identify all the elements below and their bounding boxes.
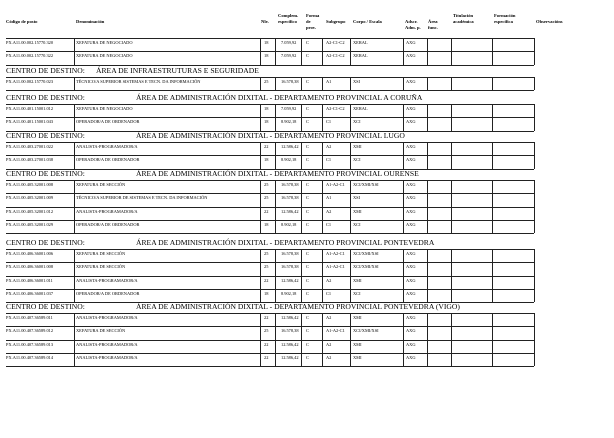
cell-denom: XEFATURA DE NEGOCIADO <box>76 106 133 111</box>
cell-denom: ANALISTA-PROGRAMADOR/A <box>76 277 138 283</box>
table-row <box>0 249 614 258</box>
cell-sub: A1-A2-C1 <box>326 251 345 256</box>
cell-sub: A2 <box>326 208 332 214</box>
cell-sub: A2 <box>326 341 332 347</box>
table-row <box>0 220 614 229</box>
cell-forma: C <box>306 119 309 125</box>
cell-nivel: 25 <box>264 182 269 187</box>
table-row <box>0 289 614 298</box>
cell-comp: 16.578,38 <box>281 182 299 187</box>
section-label: CENTRO DE DESTINO: <box>6 66 85 75</box>
cell-sub: A2 <box>326 144 332 149</box>
cell-sub: A1-A2-C1 <box>326 328 345 334</box>
cell-denom: TÉCNICO/A SUPERIOR SISTEMAS E TECN. DA INFORMACIÓN <box>76 79 201 84</box>
cell-sub: A2-C1-C2 <box>326 106 345 111</box>
cell-nivel: 22 <box>264 208 269 214</box>
cell-code: PX.A11.00.401.15001.012 <box>6 106 54 111</box>
table-row <box>0 353 614 362</box>
cell-comp: 8.902,18 <box>281 221 297 227</box>
cell-forma: C <box>306 195 309 201</box>
cell-adscr: AXG <box>406 53 416 59</box>
cell-forma: C <box>306 157 309 163</box>
cell-sub: C1 <box>326 157 332 163</box>
cell-comp: 12.586,42 <box>281 277 299 283</box>
cell-adscr: AXG <box>406 221 416 227</box>
section-label: CENTRO DE DESTINO: <box>6 169 85 178</box>
cell-adscr: AXG <box>406 79 416 84</box>
table-row <box>0 276 614 285</box>
section-heading <box>6 302 460 311</box>
cell-sub: A2 <box>326 277 332 283</box>
cell-forma: C <box>306 354 309 360</box>
header-complemento-2: específico <box>278 19 297 24</box>
cell-forma: C <box>306 328 309 334</box>
cell-comp: 8.902,18 <box>281 157 297 163</box>
cell-nivel: 22 <box>264 277 269 283</box>
cell-forma: C <box>306 182 309 187</box>
cell-code: PX.A11.00.401.15001.043 <box>6 119 54 125</box>
cell-nivel: 25 <box>264 195 269 201</box>
section-label: CENTRO DE DESTINO: <box>6 131 85 140</box>
cell-code: PX.A11.00.405.32001.008 <box>6 182 54 187</box>
cell-comp: 12.586,42 <box>281 341 299 347</box>
table-row <box>0 142 614 151</box>
cell-denom: XEFATURA DE NEGOCIADO <box>76 40 133 45</box>
cell-code: PX.A11.00.405.32001.029 <box>6 221 54 227</box>
section-title: ÁREA DE ADMINISTRACIÓN DIXITAL - DEPARTAMENTO PROVINCIAL LUGO <box>136 131 405 140</box>
cell-corpo: XMI <box>353 277 362 283</box>
cell-comp: 12.586,42 <box>281 144 299 149</box>
cell-comp: 8.902,18 <box>281 290 297 296</box>
cell-corpo: XCI <box>353 157 361 163</box>
table-row <box>0 51 614 60</box>
cell-code: PX.A11.00.403.27001.038 <box>6 157 54 163</box>
cell-forma: C <box>306 106 309 111</box>
cell-code: PX.A11.00.406.36001.008 <box>6 264 54 270</box>
cell-comp: 12.586,42 <box>281 315 299 320</box>
cell-denom: OPERADOR/A DE ORDENADOR <box>76 119 140 125</box>
cell-denom: TÉCNICO/A SUPERIOR DE SISTEMAS E TECN. DA INFORMACIÓN <box>76 195 208 201</box>
section-heading <box>6 169 419 178</box>
header-titulacion-2: académica <box>453 19 474 24</box>
cell-denom: ANALISTA-PROGRAMADOR/A <box>76 208 138 214</box>
cell-code: PX.A11.00.407.36589.014 <box>6 354 54 360</box>
cell-adscr: AXG <box>406 315 416 320</box>
cell-comp: 12.586,42 <box>281 354 299 360</box>
cell-comp: 16.578,38 <box>281 79 299 84</box>
table-row <box>0 326 614 335</box>
table-row <box>0 340 614 349</box>
section-title: ÁREA DE ADMINISTRACIÓN DIXITAL - DEPARTAMENTO PROVINCIAL A CORUÑA <box>136 93 423 102</box>
cell-adscr: AXG <box>406 290 416 296</box>
cell-code: PX.A11.00.406.36001.006 <box>6 251 54 256</box>
cell-sub: C1 <box>326 290 332 296</box>
cell-adscr: AXG <box>406 277 416 283</box>
header-area-2: func. <box>428 25 438 30</box>
cell-code: PX.A11.00.407.36589.013 <box>6 341 54 347</box>
cell-denom: XEFATURA DE SECCIÓN <box>76 251 126 256</box>
cell-denom: OPERADOR/A DE ORDENADOR <box>76 221 140 227</box>
cell-nivel: 25 <box>264 251 269 256</box>
cell-adscr: AXG <box>406 328 416 334</box>
section-heading <box>6 131 405 140</box>
cell-nivel: 18 <box>264 157 269 163</box>
row-divider <box>6 366 534 367</box>
row-divider <box>6 233 534 234</box>
header-area: Área <box>428 19 438 24</box>
cell-nivel: 25 <box>264 264 269 270</box>
section-heading <box>6 66 259 75</box>
cell-adscr: AXG <box>406 264 416 270</box>
cell-corpo: XCI/XMI/XSI <box>353 264 379 270</box>
cell-code: PX.A11.00.405.32001.012 <box>6 208 54 214</box>
header-observacions: Observacións <box>536 19 563 24</box>
cell-forma: C <box>306 315 309 320</box>
cell-forma: C <box>306 53 309 59</box>
cell-corpo: XERAL <box>353 53 368 59</box>
cell-corpo: XMI <box>353 144 362 149</box>
section-title: ÁREA DE ADMINISTRACIÓN DIXITAL - DEPARTAMENTO PROVINCIAL PONTEVEDRA <box>136 238 435 247</box>
cell-sub: A1 <box>326 79 332 84</box>
header-forma: Forma <box>306 13 320 18</box>
cell-comp: 16.578,38 <box>281 251 299 256</box>
cell-corpo: XMI <box>353 341 362 347</box>
cell-corpo: XCI <box>353 221 361 227</box>
section-label: CENTRO DE DESTINO: <box>6 302 85 311</box>
cell-corpo: XERAL <box>353 106 368 111</box>
cell-comp: 16.578,38 <box>281 264 299 270</box>
cell-corpo: XCI <box>353 290 361 296</box>
table-row <box>0 180 614 189</box>
cell-denom: XEFATURA DE NEGOCIADO <box>76 53 133 59</box>
cell-sub: C1 <box>326 119 332 125</box>
cell-nivel: 18 <box>264 106 269 111</box>
cell-adscr: AXG <box>406 119 416 125</box>
cell-sub: A2 <box>326 354 332 360</box>
cell-nivel: 25 <box>264 328 269 334</box>
header-codigo: Código de posto <box>6 19 38 24</box>
cell-code: PX.A11.00.002.15770.320 <box>6 40 54 45</box>
cell-nivel: 18 <box>264 221 269 227</box>
section-title: ÁREA DE ADMINISTRACIÓN DIXITAL - DEPARTAMENTO PROVINCIAL OURENSE <box>136 169 419 178</box>
cell-forma: C <box>306 277 309 283</box>
cell-adscr: AXG <box>406 40 416 45</box>
section-heading <box>6 238 435 247</box>
cell-comp: 7.059,92 <box>281 106 297 111</box>
cell-adscr: AXG <box>406 208 416 214</box>
cell-nivel: 18 <box>264 290 269 296</box>
section-title: ÁREA DE ADMINISTRACIÓN DIXITAL - DEPARTAMENTO PROVINCIAL PONTEVEDRA (VIGO) <box>136 302 460 311</box>
cell-code: PX.A11.00.406.36001.037 <box>6 290 54 296</box>
cell-forma: C <box>306 79 309 84</box>
table-row <box>0 155 614 164</box>
header-complemento: Complem. <box>278 13 299 18</box>
cell-comp: 16.578,38 <box>281 195 299 201</box>
cell-corpo: XMI <box>353 354 362 360</box>
cell-corpo: XCI/XMI/XSI <box>353 328 379 334</box>
cell-nivel: 22 <box>264 144 269 149</box>
cell-nivel: 18 <box>264 40 269 45</box>
cell-nivel: 25 <box>264 79 269 84</box>
header-corpo: Corpo / Escala <box>353 19 382 24</box>
header-titulacion: Titulación <box>453 13 474 18</box>
cell-adscr: AXG <box>406 182 416 187</box>
cell-forma: C <box>306 341 309 347</box>
cell-sub: A1-A2-C1 <box>326 182 345 187</box>
cell-code: PX.A11.00.002.15770.322 <box>6 53 54 59</box>
cell-forma: C <box>306 290 309 296</box>
header-adscr-3: p. <box>417 25 421 30</box>
cell-nivel: 22 <box>264 341 269 347</box>
cell-corpo: XMI <box>353 315 362 320</box>
table-row <box>0 117 614 126</box>
row-divider <box>6 65 534 66</box>
header-forma-2: de <box>306 19 311 24</box>
cell-denom: ANALISTA-PROGRAMADOR/A <box>76 341 138 347</box>
cell-forma: C <box>306 144 309 149</box>
cell-code: PX.A11.00.403.27001.022 <box>6 144 54 149</box>
cell-corpo: XCI <box>353 119 361 125</box>
cell-forma: C <box>306 221 309 227</box>
table-row <box>0 77 614 86</box>
table-row <box>0 193 614 202</box>
cell-corpo: XMI <box>353 208 362 214</box>
cell-nivel: 22 <box>264 354 269 360</box>
section-title: ÁREA DE INFRAESTRUTURAS E SEGURIDADE <box>96 66 259 75</box>
header-forma-3: prov. <box>306 25 316 30</box>
table-row <box>0 262 614 271</box>
header-adscr: Adscr. <box>405 19 418 24</box>
cell-denom: OPERADOR/A DE ORDENADOR <box>76 290 140 296</box>
cell-comp: 7.059,92 <box>281 40 297 45</box>
cell-denom: XEFATURA DE SECCIÓN <box>76 182 126 187</box>
cell-comp: 12.586,42 <box>281 208 299 214</box>
cell-corpo: XSI <box>353 79 361 84</box>
cell-adscr: AXG <box>406 354 416 360</box>
cell-code: PX.A11.00.405.32001.009 <box>6 195 54 201</box>
section-heading <box>6 93 423 102</box>
header-nivel: Nle. <box>261 19 269 24</box>
header-adscr-2: Adm. <box>405 25 416 30</box>
cell-forma: C <box>306 251 309 256</box>
cell-forma: C <box>306 208 309 214</box>
cell-adscr: AXG <box>406 195 416 201</box>
cell-corpo: XERAL <box>353 40 368 45</box>
cell-denom: ANALISTA-PROGRAMADOR/A <box>76 354 138 360</box>
section-label: CENTRO DE DESTINO: <box>6 238 85 247</box>
cell-sub: C1 <box>326 221 332 227</box>
header-denominacion: Denominación <box>76 19 105 24</box>
cell-adscr: AXG <box>406 341 416 347</box>
cell-comp: 7.059,92 <box>281 53 297 59</box>
header-formacion-2: específica <box>494 19 513 24</box>
cell-denom: OPERADOR/A DE ORDENADOR <box>76 157 140 163</box>
cell-sub: A1 <box>326 195 332 201</box>
cell-corpo: XCI/XMI/XSI <box>353 182 379 187</box>
cell-corpo: XCI/XMI/XSI <box>353 251 379 256</box>
cell-forma: C <box>306 264 309 270</box>
cell-nivel: 22 <box>264 315 269 320</box>
cell-nivel: 18 <box>264 119 269 125</box>
cell-adscr: AXG <box>406 144 416 149</box>
header-subgrupo: Subgrupo <box>326 19 346 24</box>
cell-corpo: XSI <box>353 195 361 201</box>
cell-sub: A2-C1-C2 <box>326 40 345 45</box>
cell-comp: 8.902,18 <box>281 119 297 125</box>
cell-denom: ANALISTA-PROGRAMADOR/A <box>76 144 138 149</box>
cell-code: PX.A11.00.002.15770.023 <box>6 79 54 84</box>
cell-comp: 16.578,38 <box>281 328 299 334</box>
header-formacion: Formación <box>494 13 516 18</box>
cell-adscr: AXG <box>406 157 416 163</box>
table-row <box>0 207 614 216</box>
cell-code: PX.A11.00.407.36589.011 <box>6 315 53 320</box>
table-row <box>0 104 614 113</box>
section-label: CENTRO DE DESTINO: <box>6 93 85 102</box>
cell-adscr: AXG <box>406 251 416 256</box>
cell-code: PX.A11.00.406.36001.011 <box>6 277 53 283</box>
cell-denom: XEFATURA DE SECCIÓN <box>76 264 126 270</box>
cell-nivel: 18 <box>264 53 269 59</box>
cell-denom: XEFATURA DE SECCIÓN <box>76 328 126 334</box>
cell-denom: ANALISTA-PROGRAMADOR/A <box>76 315 138 320</box>
cell-adscr: AXG <box>406 106 416 111</box>
row-divider <box>6 90 534 91</box>
table-row <box>0 38 614 47</box>
cell-code: PX.A11.00.407.36589.012 <box>6 328 54 334</box>
cell-forma: C <box>306 40 309 45</box>
cell-sub: A2-C1-C2 <box>326 53 345 59</box>
cell-sub: A1-A2-C1 <box>326 264 345 270</box>
table-row <box>0 313 614 322</box>
cell-sub: A2 <box>326 315 332 320</box>
